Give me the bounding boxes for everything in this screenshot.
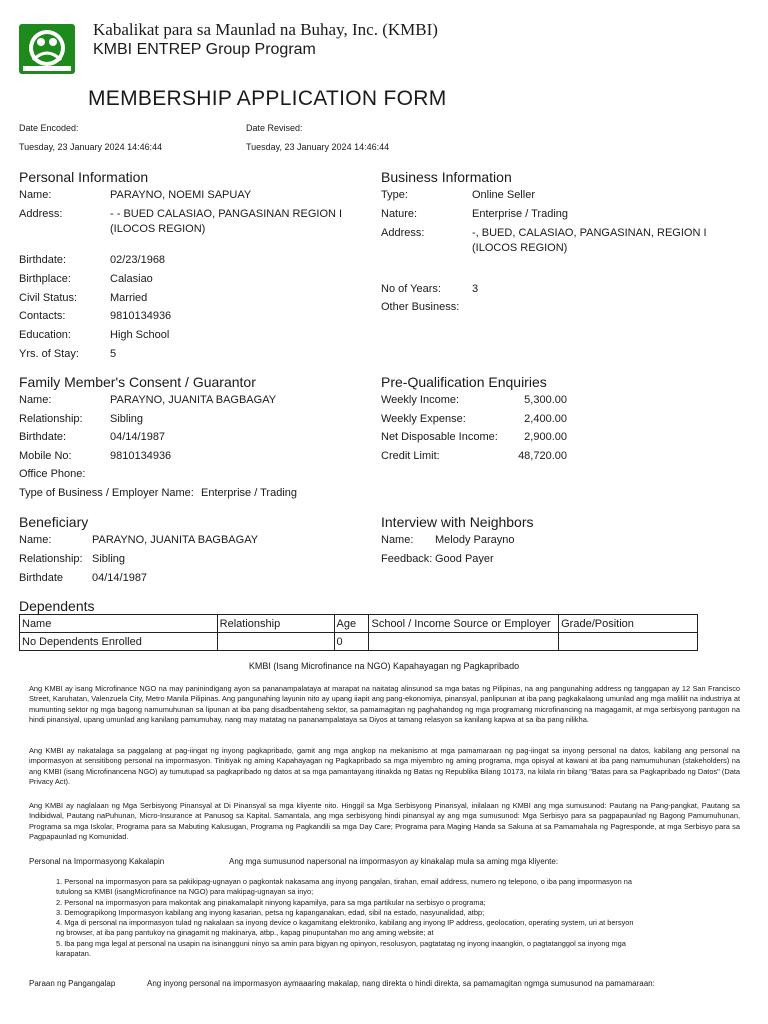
dependents-table: [19, 614, 698, 651]
table-cell: [369, 633, 559, 651]
field-value: Calasiao: [110, 273, 153, 285]
table-cell: No Dependents Enrolled: [20, 633, 218, 651]
field-value: -, BUED, CALASIAO, PANGASINAN, REGION I: [472, 227, 707, 239]
field-value: Enterprise / Trading: [201, 487, 297, 499]
field-label: Birthplace:: [19, 273, 71, 285]
field-value: 3: [472, 283, 479, 295]
column-header: School / Income Source or Employer: [369, 615, 559, 633]
field-value: 9810134936: [110, 310, 172, 322]
form-title: MEMBERSHIP APPLICATION FORM: [88, 87, 447, 110]
collection-intro: Ang inyong personal na impormasyon aymaaaring makalap, nang direkta o hindi direkta, sa pamamagitan ngmga sumusunod na pamamaraan:: [147, 979, 655, 988]
list-item: tutulong sa KMBI (isangMicrofinance na NGO) para makipag-ugnayan sa inyo;: [56, 887, 314, 897]
field-label: Type of Business / Employer Name:: [19, 487, 194, 499]
personal-info-list: [56, 877, 726, 959]
field-label: Other Business:: [381, 301, 460, 313]
field-value: 2,400.00: [524, 413, 567, 425]
table-header-row: [20, 615, 698, 633]
field-value: 48,720.00: [518, 450, 567, 462]
field-label: Mobile No:: [19, 450, 72, 462]
privacy-paragraph-1: Ang KMBI ay isang Microfinance NGO na may paninindigang ayon sa pananampalataya at marapat na naitatag alinsunod sa mga batas ng Pilipinas, na ang pangunahing address ng tanggapan ay 12 San Francisco Street, Karuhatan, Valenzuela City, Metro Manila Pilipinas. Ang pangunahing layunin nito ay upang iiapit ang pang-ekonomiya, pinansyal, panlipunan at iba pang pagkakalaong umunlad ang mga maliliit na industriya at mumunting sektor ng mga bagong namumuhunan sa lipunan at iba pang disadbentaheng sektor, sa pamamagitan ng paghahandog ng mga programang microfinancing na magagamit, at mga serbisyong pantugon na hindi pinansiyal, upang umunlad ang kanilang pamumuhay, nang may matatag na pananampalataya sa Diyos at tamang relasyon sa kanilang kapwa at sa iba pang nilikha.: [29, 684, 740, 724]
field-label: Birthdate:: [19, 254, 67, 266]
field-value-cont: (ILOCOS REGION): [472, 242, 568, 254]
field-label: No of Years:: [381, 283, 441, 295]
guarantor-title: Family Member's Consent / Guarantor: [19, 374, 256, 390]
date-revised-label: Date Revised:: [246, 123, 303, 133]
personal-info-heading: Personal na Impormasyong Kakalapin: [29, 857, 165, 866]
field-label: Feedback:: [381, 553, 433, 565]
field-label: Weekly Expense:: [381, 413, 466, 425]
business-info-title: Business Information: [381, 169, 512, 185]
privacy-title: KMBI (Isang Microfinance na NGO) Kapahayagan ng Pagkapribado: [248, 661, 520, 671]
field-value: 02/23/1968: [110, 254, 166, 266]
field-value: PARAYNO, NOEMI SAPUAY: [110, 189, 252, 201]
field-label: Education:: [19, 329, 71, 341]
field-label: Name:: [19, 534, 52, 546]
privacy-paragraph-2: Ang KMBI ay nakatalaga sa paggalang at pag-iingat ng inyong pagkapribado, gamit ang mga angkop na mekanismo at mga pamamaraan ng pag-iingat sa inyong personal na datos, kabilang ang personal na impormasyon at sensitibong personal na impormasyon. Tinitiyak ng aming Kapahayagan ng Pagkapribado sa mga miyembro ng aming programa, mga opisyal at kawani at iba pang namumuhunan (stakeholders) na ang KMBI (isang Microfinancena NGO) ay tumutupad sa pagkapribado ng datos at sa mga pamantayang itinakda ng Batas ng Republika Bilang 10173, na kilala rin bilang "Batas para sa Pagkapribado ng Datos" (Data Privacy Act).: [29, 746, 740, 786]
column-header: Grade/Position: [559, 615, 698, 633]
table-cell: [217, 633, 334, 651]
field-label: Birthdate: [19, 572, 64, 584]
field-value: 5,300.00: [524, 394, 567, 406]
field-label: Name:: [19, 189, 52, 201]
field-value: Enterprise / Trading: [472, 208, 568, 220]
beneficiary-title: Beneficiary: [19, 514, 89, 530]
field-label: Credit Limit:: [381, 450, 440, 462]
field-label: Contacts:: [19, 310, 66, 322]
field-label: Relationship:: [19, 413, 83, 425]
kmbi-logo: [17, 22, 77, 76]
field-label: Nature:: [381, 208, 418, 220]
list-item: 1. Personal na impormasyon para sa pakikipag-ugnayan o pagkontak nakasama ang inyong pangalan, tirahan, email address, numero ng telepono, o iba pang impormasyon na: [56, 877, 633, 886]
field-label: Name:: [19, 394, 52, 406]
privacy-paragraph-3: Ang KMBI ay naglalaan ng Mga Serbisyong Pinansyal at Di Pinansyal sa mga kliyente nito. Hinggil sa Mga Serbisyong Pinansyal, inilalaan ng KMBI ang mga sumusunod: Pautang na Pang-pangkat, Pautang sa Indibidwal, Pautang naPuhunan, Micro-Insurance at Panusog sa Kapital. Samantala, ang mga serbisyong hindi pinansyal ay ang mga sumusunod: Mga Serbisyo para sa pagpapaunlad ng Bagong Pamumuhunan, Programa sa mga Iskolar, Programa para sa Mabuting Kalusugan, Programa ng Pagkandili sa mga Day Care; Programa para Maging Handa sa Sakuna at sa Pamamahala ng Pagresponde, at mga Serbisyo para sa Pagpapaunlad ng Komunidad.: [29, 801, 740, 841]
list-item: 4. Mga di personal na impormasyon tulad ng nakalaan sa inyong device o kagamitang elektroniko, kabilang ang inyong IP address, geolocation, operating system, uri at bersyon: [56, 918, 634, 928]
field-label: Weekly Income:: [381, 394, 460, 406]
personal-info-title: Personal Information: [19, 169, 149, 185]
field-value: 04/14/1987: [92, 572, 148, 584]
field-label: Net Disposable Income:: [381, 431, 498, 443]
table-cell: [559, 633, 698, 651]
field-label: Relationship:: [19, 553, 83, 565]
dependents-title: Dependents: [19, 598, 95, 614]
field-label: Office Phone:: [19, 468, 86, 480]
table-row: [20, 633, 698, 651]
field-value: PARAYNO, JUANITA BAGBAGAY: [92, 534, 259, 546]
interview-title: Interview with Neighbors: [381, 514, 534, 530]
field-value: 5: [110, 348, 117, 360]
column-header: Relationship: [217, 615, 334, 633]
field-value-cont: (ILOCOS REGION): [110, 223, 206, 235]
field-value: - - BUED CALASIAO, PANGASINAN REGION I: [110, 208, 343, 220]
org-name: Kabalikat para sa Maunlad na Buhay, Inc. (KMBI): [93, 20, 438, 39]
list-item: karapatan.: [56, 949, 91, 959]
field-value: PARAYNO, JUANITA BAGBAGAY: [110, 394, 277, 406]
date-revised-value: Tuesday, 23 January 2024 14:46:44: [246, 142, 390, 152]
date-encoded-label: Date Encoded:: [19, 123, 79, 133]
program-name: KMBI ENTREP Group Program: [93, 41, 316, 58]
field-value: Good Payer: [435, 553, 494, 565]
field-value: High School: [110, 329, 170, 341]
list-item: 3. Demograpikong Impormasyon kabilang ang inyong kasarian, petsa ng kapanganakan, edad, sibil na estado, nasyunalidad, atbp;: [56, 907, 485, 917]
date-encoded-value: Tuesday, 23 January 2024 14:46:44: [19, 142, 163, 152]
list-item: ng browser, at iba pang pantukoy na ginagamit ng makinarya, atbp., kapag pinupuntahan mo ang aming website; at: [56, 928, 434, 938]
field-value: 9810134936: [110, 450, 172, 462]
field-value: Sibling: [92, 553, 126, 565]
column-header: Name: [20, 615, 218, 633]
prequal-title: Pre-Qualification Enquiries: [381, 374, 547, 390]
field-label: Civil Status:: [19, 292, 78, 304]
list-item: 5. Iba pang mga legal at personal na usapin na isinangguni ninyo sa amin para bigyan ng opinyon, resolusyon, pagtatatag ng inyong inaangkin, o pagtatanggol sa inyong mga: [56, 938, 626, 948]
table-cell: 0: [334, 633, 369, 651]
field-value: Married: [110, 292, 148, 304]
list-item: 2. Personal na impormasyon para makontak ang pinakamalapit ninyong kapamilya, para sa mga partikular na serbisyo o programa;: [56, 897, 486, 907]
field-label: Name:: [381, 534, 414, 546]
field-label: Yrs. of Stay:: [19, 348, 79, 360]
personal-info-intro: Ang mga sumusunod napersonal na impormasyon ay kinakalap mula sa aming mga kliyente:: [229, 857, 559, 866]
field-value: Melody Parayno: [435, 534, 515, 546]
field-label: Birthdate:: [19, 431, 67, 443]
field-value: 2,900.00: [524, 431, 567, 443]
field-value: Online Seller: [472, 189, 535, 201]
field-value: Sibling: [110, 413, 144, 425]
field-label: Type:: [381, 189, 408, 201]
field-label: Address:: [381, 227, 425, 239]
field-value: 04/14/1987: [110, 431, 166, 443]
column-header: Age: [334, 615, 369, 633]
collection-heading: Paraan ng Pangangalap: [29, 979, 116, 988]
field-label: Address:: [19, 208, 63, 220]
